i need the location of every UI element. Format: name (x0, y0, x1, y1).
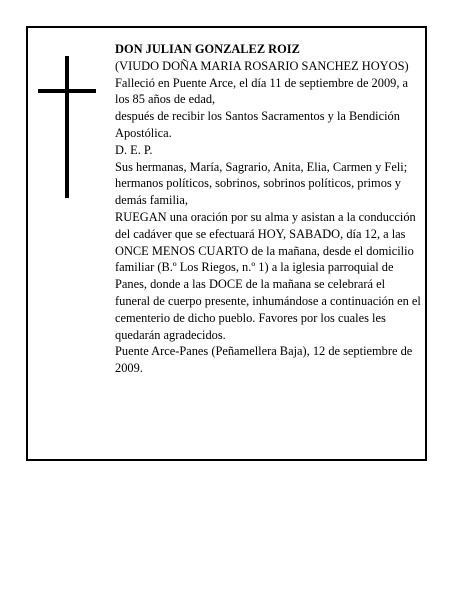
cross-icon (38, 56, 96, 198)
death-paragraph: Falleció en Puente Arce, el día 11 de septiembre de 2009, a los 85 años de edad, (115, 75, 409, 107)
widow-line: (VIUDO DOÑA MARIA ROSARIO SANCHEZ HOYOS) (115, 58, 409, 73)
cross-horizontal-bar (38, 89, 96, 93)
obituary-notice (26, 26, 427, 461)
rip-line: D. E. P. (115, 142, 153, 157)
family-paragraph: Sus hermanas, María, Sagrario, Anita, Elia, Carmen y Feli; hermanos políticos, sobrinos, sobrinos políticos, primos y demás familia, (115, 159, 408, 208)
place-date-line: Puente Arce-Panes (Peñamellera Baja), 12 de septiembre de 2009. (115, 344, 413, 376)
cross-vertical-bar (65, 56, 69, 198)
request-paragraph: RUEGAN una oración por su alma y asistan a la conducción del cadáver que se efectuará HOY, SABADO, día 12, a las ONCE MENOS CUARTO de la mañana, desde el domicilio familiar (B.º Los Riegos, n.º 1) a la iglesia parroquial de Panes, donde a las DOCE de la mañana se celebrará el funeral de cuerpo presente, inhumándose a continuación en el cementerio de dicho pueblo. Favores por los cuales les quedarán agradecidos. (115, 209, 421, 342)
sacraments-paragraph: después de recibir los Santos Sacramentos y la Bendición Apostólica. (115, 109, 400, 140)
obituary-text (115, 41, 423, 377)
deceased-name: DON JULIAN GONZALEZ ROIZ (115, 42, 300, 56)
